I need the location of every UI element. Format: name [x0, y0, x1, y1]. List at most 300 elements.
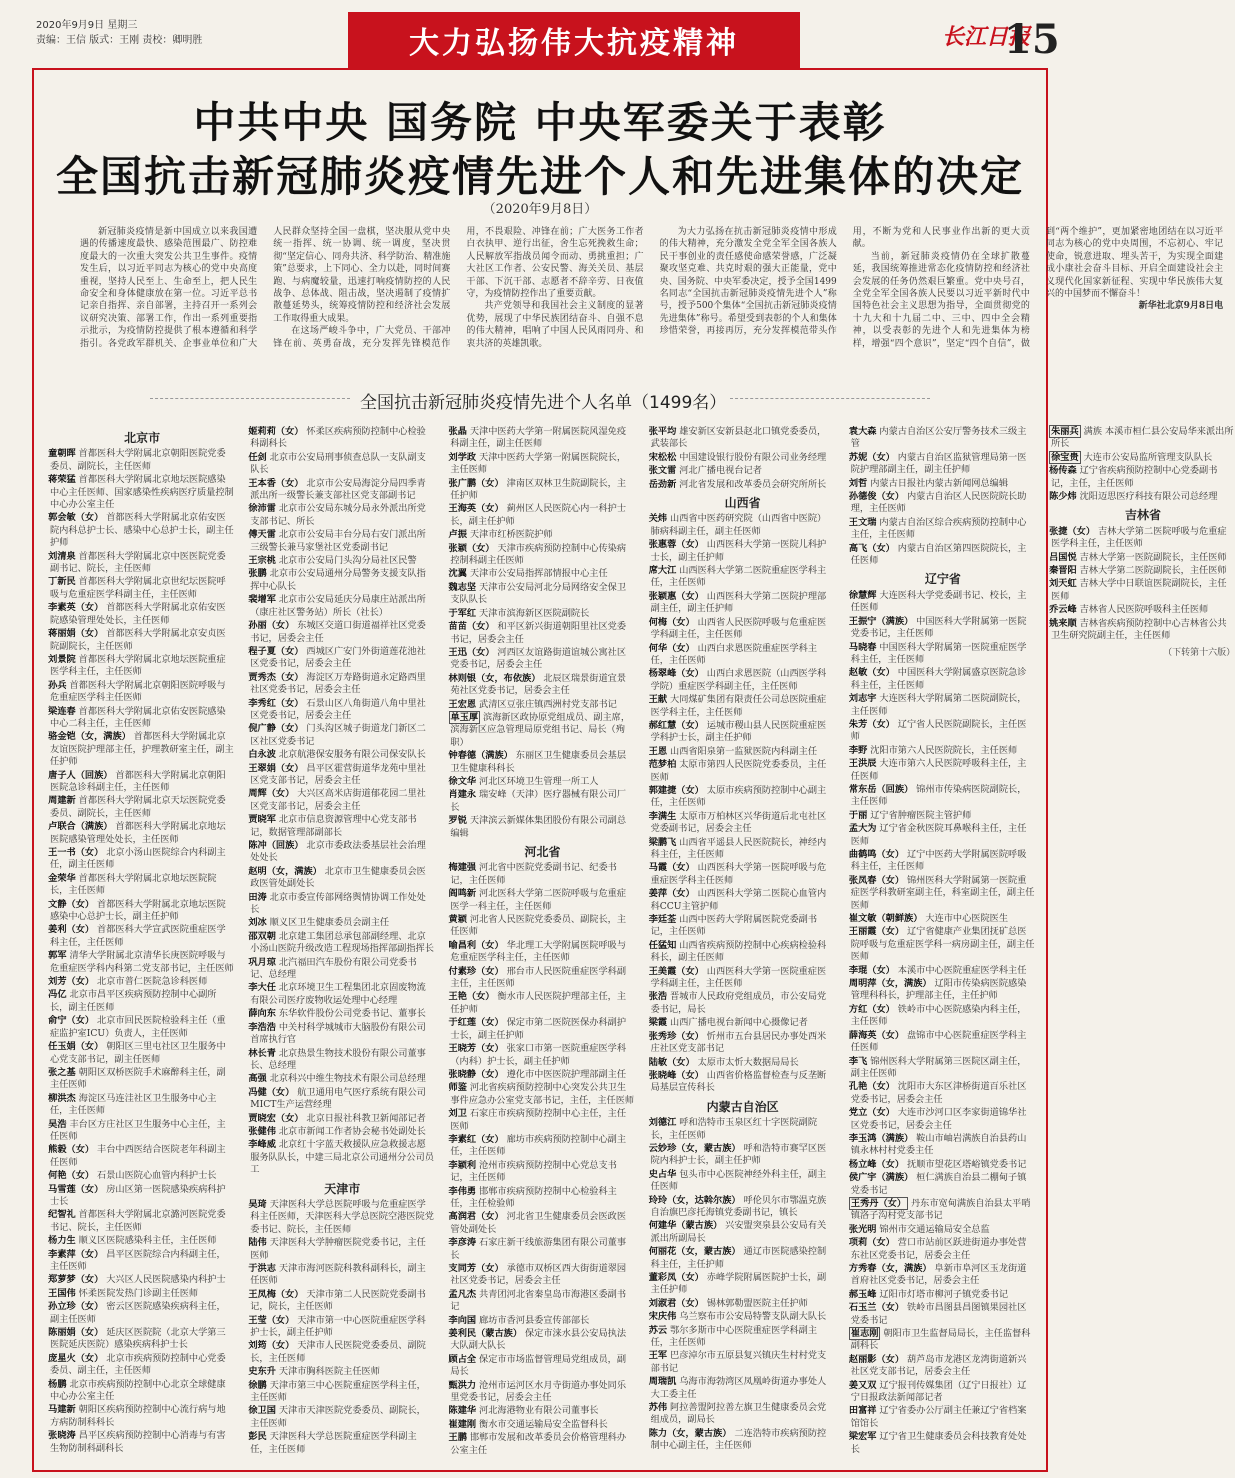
honoree-name: 张文雷: [648, 465, 677, 477]
honoree-entry: [250, 982, 434, 1007]
honoree-name: 云妙珍（女，蒙古族）: [648, 1142, 741, 1154]
honoree-entry: [50, 628, 234, 653]
honoree-title: 北京市公安局门头沟分局社区民警: [275, 555, 417, 567]
honoree-title: 辽宁中医药大学附属医院呼吸科主任，主任医师: [850, 849, 1027, 873]
honoree-name: 于丽: [848, 809, 868, 821]
honoree-entry: [250, 892, 434, 917]
honoree-entry: [250, 1087, 434, 1112]
honoree-title: 航卫通用电气医疗系统有限公司MICT生产运营经理: [250, 1086, 426, 1111]
honoree-entry: [450, 1069, 634, 1081]
honoree-entry: [50, 512, 234, 549]
honoree-entry: [50, 706, 234, 731]
honoree-title: 首都医科大学附属北京佑安医院感染管理处处长，主任医师: [50, 602, 226, 626]
honoree-name: 魏志坚: [448, 581, 477, 593]
honoree-name: 梁宏军: [848, 1431, 877, 1443]
honoree-name: 唐子人（回族）: [48, 769, 113, 781]
honoree-name: 巩月琼: [248, 956, 276, 968]
honoree-title: 大兴区人民医院感染内科护士: [103, 1274, 226, 1286]
honoree-entry: [50, 474, 234, 511]
honoree-entry: [50, 654, 234, 679]
honoree-name: 林则银（女，布依族）: [448, 672, 541, 684]
honoree-entry: [250, 840, 434, 865]
honoree-entry: [250, 1431, 434, 1456]
honoree-entry: [648, 1376, 835, 1401]
honoree-title: 朝阳区疾病预防控制中心流行病与地方病防制科科长: [50, 1404, 226, 1428]
honoree-name: 赵丽影（女）: [848, 1353, 905, 1365]
honoree-name: 师鉴: [448, 1082, 467, 1094]
honoree-name: 郝玉峰: [848, 1288, 877, 1300]
honoree-name: 高飞（女）: [848, 542, 895, 554]
continued-note: （下转第十六版）: [1163, 647, 1235, 658]
honoree-title: 山西医科大学第一医院呼吸与危重症医学科主任医师: [650, 862, 827, 886]
honoree-name: 徐卫国: [248, 1405, 276, 1417]
honoree-entry: [648, 590, 835, 616]
honoree-title: 首都医科大学附属北京地坛医院院长，主任医师: [50, 872, 217, 897]
honoree-title: 北京市公安局刑事侦查总队一支队副支队长: [250, 451, 426, 476]
honoree-title: 北京小汤山医院综合内科副主任，副主任医师: [50, 847, 226, 871]
honoree-title: 怀柔区疾病预防控制中心检验科副科长: [250, 426, 426, 450]
honoree-name: 任玉娟（女）: [48, 1041, 104, 1053]
honoree-entry: [848, 1405, 1035, 1430]
honoree-entry: [648, 1350, 835, 1375]
honoree-title: 海淀区万寿路街道永定路西里社区党委书记，居委会主任: [250, 671, 426, 696]
region-heading: 天津市: [324, 1181, 361, 1196]
honoree-entry: [1051, 452, 1235, 464]
honoree-entry: [648, 465, 835, 477]
honoree-name: 孙丽（女）: [248, 620, 295, 632]
honoree-entry: [450, 1328, 634, 1353]
honoree-entry: [648, 784, 835, 810]
honoree-title: 辽宁报刊传媒集团（辽宁日报社）辽宁日报政法新闻部记者: [850, 1379, 1027, 1404]
honoree-title: 滨海新区政协原党组成员、副主席，滨海新区应急管理局原党组书记、局长（殉职）: [450, 711, 631, 748]
honoree-entry: [1051, 491, 1235, 503]
honoree-entry: [450, 914, 634, 939]
honoree-title: 山西中医药大学附属医院党委副书记，主任医师: [650, 914, 818, 938]
honoree-entry: [848, 516, 1035, 542]
honoree-title: 首都医科大学附属北京地坛医院感染中心总护士长，副主任护师: [50, 898, 226, 923]
honoree-name: 王军: [648, 1350, 668, 1362]
region-heading: 北京市: [124, 431, 161, 445]
honoree-title: 华北理工大学附属医院呼吸与危重症医学科主任，主任医师: [450, 939, 627, 964]
honoree-name: 苏妮（女）: [848, 451, 895, 463]
honoree-entry: [648, 694, 835, 719]
honoree-title: 内蒙古自治区综合疾病预防控制中心主任，主任医师: [850, 516, 1027, 541]
honoree-entry: [50, 989, 234, 1014]
honoree-name: 单玉厚: [450, 711, 479, 723]
honoree-name: 刘淑君（女）: [648, 1297, 704, 1309]
honoree-name: 姚来顺: [1049, 617, 1077, 629]
honoree-entry: [250, 1405, 434, 1430]
honoree-entry: [848, 1055, 1035, 1081]
honoree-name: 杨鹏: [48, 1378, 67, 1390]
honoree-name: 郭军: [48, 950, 67, 962]
honoree-name: 陈力（女，蒙古族）: [648, 1427, 732, 1439]
honoree-title: 辽宁省疾病预防控制中心党委副书记，主任，主任医师: [1050, 465, 1218, 489]
honoree-entry: [450, 776, 634, 788]
honoree-entry: [450, 1108, 634, 1133]
honoree-title: 太原市疾病预防控制中心副主任，主任医师: [650, 784, 827, 809]
honoree-title: 河北医科大学第二医院呼吸与危重症医学一科主任，主任医师: [450, 888, 627, 912]
honoree-title: 房山区第一医院感染疾病科护士长: [50, 1183, 226, 1207]
honoree-name: 关炜: [648, 513, 668, 525]
honoree-title: 河北省疾病预防控制中心突发公共卫生事件应急办公室党支部书记，主任，主任医师: [450, 1082, 635, 1106]
honoree-entry: [50, 680, 234, 705]
honoree-title: 武清区豆张庄镇西洲村党支部书记: [476, 698, 617, 710]
honoree-title: 共青团河北省秦皇岛市海港区委副书记: [450, 1288, 627, 1313]
honoree-name: 玲玲（女，达斡尔族）: [648, 1194, 741, 1206]
honoree-title: 河北省人民医院党委委员、副院长，主任医师: [450, 914, 627, 938]
body-paragraph: 为大力弘扬在抗击新冠肺炎疫情中形成的伟大精神，充分激发全党全军全国各族人民干事创业的责任感使命感荣誉感，广泛凝聚攻坚克难、共克时艰的强大正能量，党中央、国务院、中央军委决定，授予全国1499名同志“全国抗击新冠肺炎疫情先进个人”称号，授予500个集体“全国抗击新冠肺炎疫情先进集体”称号。希望受到表彰的个人和集体珍惜荣誉，再接再厉，充分发挥模范带头作用，不断为党和人民事业作出新的更大贡献。: [659, 227, 1030, 337]
honoree-entry: [50, 1301, 234, 1326]
honoree-entry: [250, 957, 434, 982]
honoree-name: 王振宁（满族）: [848, 615, 914, 627]
honoree-title: 山西医科大学第二医院重症医学科主任，主任医师: [650, 565, 827, 589]
honoree-name: 贾秀杰（女）: [248, 671, 304, 683]
honoree-title: 北京红十字蓝天救援队应急救援志愿服务队队长，中建三局北京公司通州分公司员工: [250, 1139, 434, 1176]
honoree-entry: [250, 620, 434, 645]
honoree-name: 王宗桃: [248, 555, 276, 567]
honoree-entry: [250, 1008, 434, 1020]
honoree-title: 吉林大学中日联谊医院副院长，主任医师: [1050, 578, 1227, 602]
honoree-title: 天津医科大学肿瘤医院党委书记，主任医师: [250, 1237, 426, 1261]
honoree-name: 张凤春（女）: [848, 874, 905, 886]
honoree-entry: [250, 763, 434, 788]
honoree-title: 中国建设银行股份有限公司业务经理: [676, 451, 827, 463]
honoree-title: 昌平区医院综合内科副主任，主任医师: [50, 1248, 226, 1272]
honoree-entry: [848, 849, 1035, 874]
honoree-title: 沈阳迈思医疗科技有限公司总经理: [1076, 491, 1218, 503]
honoree-entry: [648, 1030, 835, 1056]
honoree-name: 乔云峰: [1049, 604, 1077, 616]
honoree-name: 林长青: [248, 1047, 276, 1059]
honoree-title: 桓仁满族自治县二棚甸子镇党委书记: [850, 1172, 1027, 1196]
honoree-entry: [50, 1379, 234, 1404]
honoree-title: 首都医科大学附属北京中医医院党委副书记、院长，主任医师: [50, 550, 226, 575]
honoree-title: 包头市中心医院神经外科主任，副主任医师: [650, 1168, 827, 1193]
honoree-title: 铁岭市中心医院感染内科主任，主任医师: [850, 1003, 1027, 1028]
honoree-title: 沧州市疾病预防控制中心党总支书记，主任医师: [450, 1159, 617, 1184]
honoree-title: 山西省人民医院呼吸与危重症医学科副主任，主任医师: [650, 616, 827, 641]
honoree-name: 于洪志: [248, 1263, 276, 1274]
honoree-title: 河西区友谊路街道谊城公寓社区党委书记，居委会主任: [450, 646, 627, 671]
honoree-name: 陈丽娟（女）: [48, 1327, 104, 1339]
honoree-title: 东城区交道口街道福祥社区党委书记，居委会主任: [250, 620, 426, 644]
honoree-entry: [450, 712, 634, 749]
honoree-entry: [648, 1117, 835, 1142]
honoree-entry: [648, 616, 835, 642]
honoree-name: 喻昌利（女）: [448, 939, 504, 951]
honoree-entry: [450, 608, 634, 620]
honoree-entry: [450, 1419, 634, 1431]
page-number: 15: [1004, 16, 1060, 63]
honoree-entry: [450, 673, 634, 698]
honoree-entry: [450, 1263, 634, 1288]
honoree-title: 山西医科大学第二医院心血管内科CCU主管护师: [650, 888, 827, 912]
honoree-entry: [848, 978, 1035, 1003]
honoree-entry: [50, 899, 234, 924]
honoree-title: 中国医科大学附属第一医院党委书记，主任医师: [850, 615, 1027, 640]
honoree-title: 北京市疾病预防控制中心北京全球健康中心办公室主任: [50, 1378, 226, 1403]
masthead-info: [36, 18, 202, 48]
honoree-title: 辽宁省健康产业集团抚矿总医院呼吸与危重症医学科一病房副主任，副主任医师: [850, 926, 1035, 963]
honoree-entry: [1051, 526, 1235, 551]
honoree-title: 本溪市中心医院重症医学科主任: [894, 964, 1027, 976]
honoree-name: 孙德俊（女）: [848, 491, 905, 503]
honoree-title: 沧州市运河区水月寺街道办事处同乐里党委书记，居委会主任: [450, 1379, 627, 1404]
honoree-entry: [250, 1237, 434, 1262]
honoree-title: 忻州市五台县居民办事处西米庄社区党支部书记: [650, 1030, 827, 1055]
honoree-entry: [848, 1263, 1035, 1288]
honoree-name: 支同芳（女）: [448, 1263, 504, 1274]
honoree-entry: [450, 815, 634, 840]
honoree-name: 甄洪力: [448, 1379, 477, 1391]
honoree-name: 王秀丹（女）: [850, 1197, 907, 1209]
honoree-name: 常东岳（回族）: [848, 783, 914, 795]
honoree-entry: [648, 836, 835, 862]
honoree-name: 张晓静（女）: [448, 1068, 504, 1080]
honoree-entry: [851, 1198, 1035, 1223]
honoree-entry: [250, 1073, 434, 1085]
honoree-entry: [648, 1297, 835, 1310]
honoree-entry: [450, 1134, 634, 1159]
honoree-entry: [450, 529, 634, 541]
honoree-name: 刘芳（女）: [48, 976, 95, 988]
honoree-entry: [648, 965, 835, 991]
honoree-name: 白永波: [248, 749, 276, 761]
honoree-title: 北汽福田汽车股份有限公司党委书记、总经理: [250, 956, 417, 981]
honoree-title: 北京市卫生健康委员会医政医管处副处长: [250, 865, 426, 890]
honoree-entry: [648, 719, 835, 745]
honoree-name: 顾占全: [448, 1353, 477, 1365]
honoree-name: 王美霞（女）: [648, 965, 704, 977]
honoree-entry: [250, 814, 434, 839]
honoree-name: 苏伟: [648, 1402, 668, 1414]
honoree-entry: [50, 950, 234, 975]
honoree-title: 石景山医院心血管内科护士长: [94, 1170, 217, 1182]
honoree-name: 李满生: [648, 810, 677, 822]
honoree-title: 北京日报社科教卫新闻部记者: [303, 1112, 426, 1124]
honoree-entry: [450, 750, 634, 775]
honoree-entry: [648, 745, 835, 758]
honoree-title: 大连市公安局监所管理支队队长: [1080, 451, 1213, 463]
honoree-name: 张颖（女）: [448, 542, 495, 554]
honoree-entry: [848, 451, 1035, 477]
honoree-name: 王恩: [648, 745, 668, 757]
honoree-name: 徐慧辉: [848, 589, 877, 601]
honoree-entry: [50, 1209, 234, 1234]
honoree-entry: [648, 1168, 835, 1194]
honoree-title: 北京市信息资源管理中心党支部书记，数据管理部副部长: [250, 814, 417, 838]
honoree-entry: [250, 698, 434, 723]
honoree-title: 门头沟区城子街道龙门新区二区社区党委书记: [250, 723, 426, 747]
honoree-title: 保定市涞水县公安局执法大队副大队长: [450, 1328, 627, 1352]
honoree-name: 崔志刚: [850, 1328, 879, 1340]
honoree-title: 天津医科大学总医院重症医学科副主任，主任医师: [250, 1431, 417, 1455]
honoree-entry: [848, 641, 1035, 667]
honoree-title: 首都医科大学附属北京朝阳医院呼吸与危重症医学科主任医师: [50, 679, 226, 704]
honoree-title: 天津市天津医院党委委员、副院长，主任医师: [250, 1405, 426, 1429]
honoree-name: 陈冲（回族）: [248, 840, 304, 851]
honoree-title: 河北海港物业有限公司董事长: [476, 1405, 599, 1417]
honoree-title: 大连市第六人民医院呼吸科主任，主任医师: [850, 758, 1027, 782]
honoree-entry: [848, 1302, 1035, 1327]
honoree-name: 熊毅（女）: [48, 1144, 95, 1156]
honoree-title: 北京市公安局海淀分局四季青派出所一级警长兼支部社区党支部副书记: [250, 477, 426, 502]
honoree-title: 山西医科大学第二医院护理部副主任，副主任护师: [650, 590, 827, 615]
honoree-name: 梁鹏飞: [648, 836, 677, 848]
honoree-title: 天津市公安局河北分局网络安全保卫支队队长: [450, 581, 627, 606]
honoree-entry: [50, 1184, 234, 1209]
honoree-name: 田涛: [248, 891, 267, 903]
honoree-name: 薛向东: [248, 1008, 276, 1020]
honoree-name: 李浩浩: [248, 1021, 276, 1033]
honoree-name: 周明萍（女，满族）: [848, 978, 932, 990]
honoree-entry: [648, 1142, 835, 1168]
honoree-name: 刘学政: [448, 451, 477, 463]
honoree-entry: [250, 1139, 434, 1176]
honoree-title: 石家庄新干线旅游集团有限公司董事长: [450, 1237, 627, 1261]
honoree-entry: [50, 795, 234, 820]
honoree-entry: [250, 503, 434, 528]
honoree-name: 袁大森: [848, 426, 877, 437]
honoree-title: 蓟州区人民医院心内一科护士长，副主任护师: [450, 503, 627, 527]
honoree-title: 首都医科大学附属北京地坛医院感染中心主任医师、国家感染性疾病医疗质量控制中心办公室主任: [50, 474, 234, 511]
honoree-name: 吴浩: [48, 1118, 67, 1130]
honoree-entry: [250, 866, 434, 891]
honoree-title: 鄂尔多斯市中心医院重症医学科副主任，主任医师: [650, 1324, 818, 1349]
honoree-name: 史东升: [248, 1366, 276, 1378]
honoree-title: 内蒙古自治区公安厅警务技术三级主管: [850, 426, 1027, 450]
honoree-name: 崔文敏（朝鲜族）: [848, 913, 923, 925]
honoree-name: 张广鹏（女）: [448, 477, 504, 489]
honoree-name: 刘筠（女）: [248, 1340, 295, 1352]
honoree-entry: [450, 1354, 634, 1379]
honoree-entry: [50, 1067, 234, 1092]
honoree-entry: [648, 1272, 835, 1297]
honoree-title: 北京市疾病预防控制中心党委委员、副主任，主任医师: [50, 1352, 226, 1377]
honoree-entry: [50, 1288, 234, 1300]
honoree-entry: [250, 1113, 434, 1125]
honoree-title: 北京建工集团总承包部副经理、北京小汤山医院升级改造工程现场指挥部副指挥长: [250, 930, 434, 955]
honoree-name: 王凤梅（女）: [248, 1288, 304, 1300]
honoree-entry: [250, 1380, 434, 1405]
honoree-title: 廊坊市香河县委宣传部部长: [476, 1314, 590, 1326]
honoree-entry: [50, 1093, 234, 1118]
honoree-title: 天津中医药大学第一附属医院院长，主任医师: [450, 451, 627, 476]
honoree-title: 鞍山市岫岩满族自治县药山镇永林村村党委主任: [850, 1132, 1027, 1157]
honoree-name: 宋松松: [648, 451, 677, 463]
honoree-title: 锡林郭勒盟医院主任护师: [703, 1297, 808, 1309]
honoree-name: 于红莲（女）: [448, 1017, 504, 1029]
honoree-title: 天津市疾病预防控制中心传染病控制科副主任医师: [450, 542, 627, 567]
issue-date: 2020年9月9日 星期三: [36, 20, 138, 31]
honoree-entry: [848, 1353, 1035, 1379]
honoree-title: 盘锦市中心医院重症医学科主任医师: [850, 1029, 1027, 1054]
honoree-name: 李素英（女）: [48, 602, 104, 614]
honoree-name: 李峰威: [248, 1139, 276, 1151]
honoree-entry: [648, 810, 835, 836]
honoree-title: 营口市站前区跃进街道办事处营东社区党委书记，居委会主任: [850, 1237, 1027, 1261]
region-heading: 内蒙古自治区: [706, 1099, 779, 1114]
honoree-title: 吉林大学第一医院副院长，主任医师: [1076, 551, 1227, 563]
honoree-title: 丹东市宽甸满族自治县太平哨镇洛子沟村党支部书记: [850, 1197, 1031, 1222]
body-paragraph: 当前，新冠肺炎疫情仍在全球扩散蔓延，我国统筹推进常态化疫情防控和经济社会发展的任务仍然艰巨繁重。党中央号召，全党全军全国各族人民要以习近平新时代中国特色社会主义思想为指导，全面贯彻党的十九大和十九届二中、三中、四中全会精神，以受表彰的先进个人和先进集体为榜样，增强“四个意识”，坚定“四个自信”，做到“两个维护”，更加紧密地团结在以习近平同志为核心的党中央周围，不忘初心、牢记使命，锐意进取、埋头苦干，为实现全面建成小康社会奋斗目标、开启全面建设社会主义现代化国家新征程、实现中华民族伟大复兴的中国梦而不懈奋斗！: [852, 227, 1224, 349]
honoree-name: 孟凡杰: [448, 1288, 477, 1300]
honoree-entry: [648, 759, 835, 784]
honoree-entry: [450, 991, 634, 1016]
honoree-entry: [848, 491, 1035, 516]
honoree-entry: [848, 1431, 1035, 1456]
honoree-name: 姜萍（女）: [648, 888, 695, 900]
honoree-name: 石玉兰（女）: [848, 1302, 905, 1314]
honoree-title: 呼伦贝尔市鄂温克族自治旗巴彦托海镇党委副书记，镇长: [650, 1194, 827, 1218]
honoree-entry: [450, 1211, 634, 1236]
honoree-entry: [250, 594, 434, 619]
honoree-title: 中关村科学城城市大脑股份有限公司首席执行官: [250, 1021, 426, 1046]
honoree-name: 梅建强: [448, 862, 477, 874]
honoree-entry: [848, 1223, 1035, 1236]
honoree-title: 丰台区方庄社区卫生服务中心主任，主任医师: [50, 1118, 226, 1142]
honoree-name: 杨立峰（女）: [848, 1158, 905, 1170]
honoree-title: 锦州医科大学附属第一医院重症医学科教研室副主任，科室副主任，副主任医师: [850, 874, 1035, 911]
honoree-entry: [450, 888, 634, 913]
honoree-title: 阿拉善盟阿拉善左旗卫生健康委员会党组成员，副局长: [650, 1402, 827, 1426]
honoree-name: 李大任: [248, 982, 276, 994]
honoree-entry: [848, 913, 1035, 925]
honoree-name: 张捷（女）: [1049, 525, 1096, 537]
honoree-title: 沈阳市大东区津桥街道百乐社区党委书记，居委会主任: [850, 1081, 1027, 1105]
honoree-name: 阎鸣新: [448, 888, 477, 900]
honoree-entry: [50, 1430, 234, 1455]
honoree-entry: [450, 940, 634, 965]
honoree-entry: [250, 723, 434, 748]
honoree-name: 何丽花（女，蒙古族）: [648, 1246, 741, 1258]
honoree-title: 锦州市传染病医院副院长，主任医师: [850, 783, 1027, 808]
honoree-title: 河北省发展和改革委员会研究所所长: [676, 478, 827, 490]
honoree-title: 山西医科大学第一医院儿科护士长，副主任护师: [650, 539, 827, 563]
honoree-entry: [648, 478, 835, 491]
honoree-name: 倪广静（女）: [248, 723, 304, 735]
honoree-entry: [648, 1220, 835, 1245]
honoree-title: 瑞安峰（天津）医疗器械有限公司厂长: [450, 789, 627, 813]
honoree-name: 卢振: [448, 529, 467, 541]
body-paragraph: 新冠肺炎疫情是新中国成立以来我国遭遇的传播速度最快、感染范围最广、防控难度最大的一次重大突发公共卫生事件。疫情发生后，以习近平同志为核心的党中央高度重视，坚持人民至上、生命至上，把人民生命安全和身体健康放在第一位。习近平总书记亲自指挥、亲自部署，主持召开一系列会议研究决策、部署工作，作出一系列重要指示批示，为疫情防控提供了根本遵循和科学指引。各党政军群机关、企事业单位和广大人民群众坚持全国一盘棋，坚决服从党中央统一指挥、统一协调、统一调度，坚决贯彻“坚定信心、同舟共济、科学防治、精准施策”总要求，上下同心、全力以赴，同时间赛跑、与病魔较量，迅速打响疫情防控的人民战争、总体战、阻击战，坚决遏制了疫情扩散蔓延势头，统筹疫情防控和经济社会发展工作取得重大成果。: [80, 227, 451, 349]
honoree-entry: [50, 924, 234, 949]
honoree-entry: [648, 1056, 835, 1069]
honoree-name: 李向国: [448, 1314, 477, 1326]
honoree-name: 俞宁（女）: [48, 1015, 95, 1027]
honoree-title: 天津市第二人民医院党委副书记，院长，主任医师: [250, 1288, 426, 1313]
honoree-title: 邯郸市发展和改革委员会价格管理科办公室主任: [450, 1432, 627, 1456]
honoree-entry: [450, 1289, 634, 1314]
honoree-title: 保定市第二医院医保办科副护士长，副主任护师: [450, 1017, 627, 1041]
honoree-title: 山西白求恩医院重症医学科主任，主任医师: [650, 642, 818, 666]
honoree-entry: [848, 693, 1035, 718]
honoree-entry: [648, 426, 835, 451]
honoree-entry: [450, 1186, 634, 1211]
honoree-name: 郭会敏（女）: [48, 512, 104, 524]
honoree-entry: [648, 668, 835, 693]
honoree-title: 张家口市第一医院重症医学科（内科）护士长，副主任护师: [450, 1043, 627, 1067]
section-banner: 大力弘扬伟大抗疫精神: [348, 12, 800, 68]
honoree-title: 内蒙古日报社内蒙古新闻网总编辑: [867, 477, 1009, 489]
honoree-name: 孙兵: [48, 679, 67, 691]
honoree-name: 徐文华: [448, 775, 477, 787]
honoree-name: 何艳（女）: [48, 1170, 95, 1182]
honoree-title: 昌平区霍营街道华龙苑中里社区党支部书记，居委会主任: [250, 762, 426, 786]
honoree-name: 付素珍（女）: [448, 965, 504, 977]
honoree-entry: [848, 477, 1035, 490]
